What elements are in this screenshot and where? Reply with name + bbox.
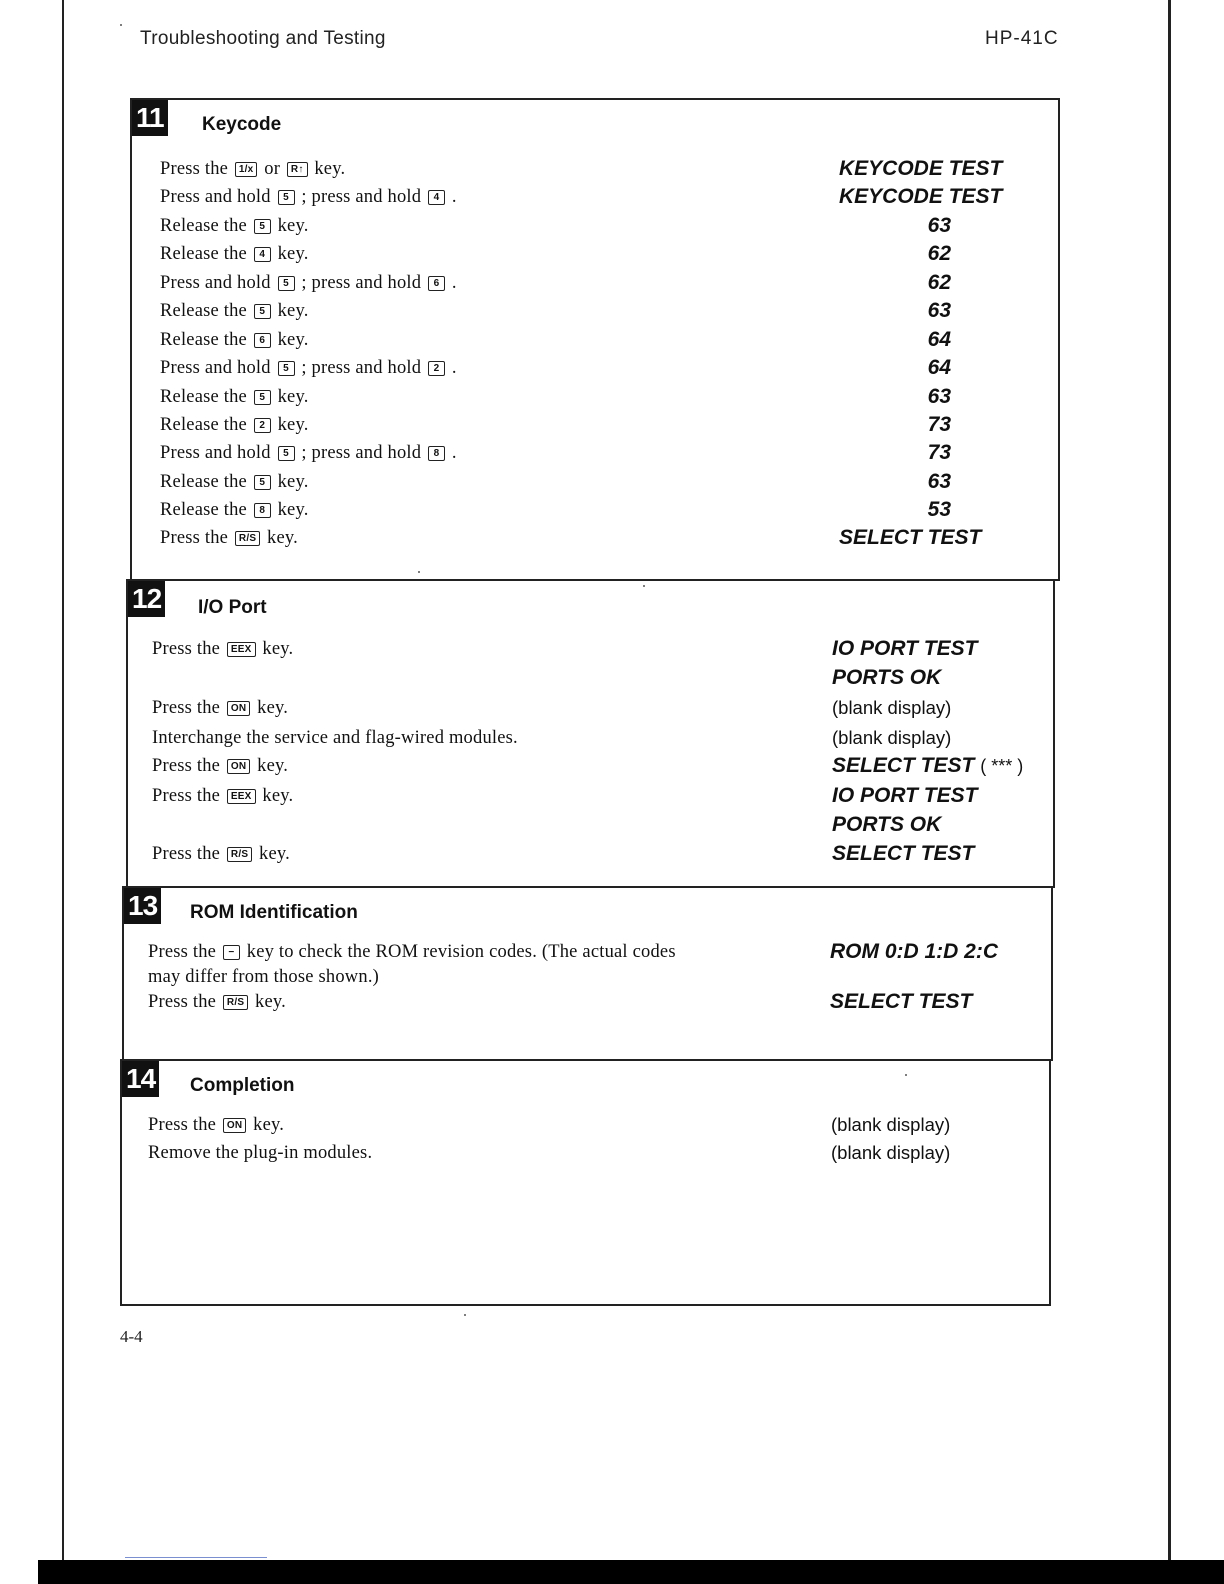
- step-row: [132, 299, 1058, 327]
- display-text: SELECT TEST: [839, 526, 982, 549]
- calculator-key: 5: [278, 276, 295, 291]
- instruction-text: Press the: [152, 639, 221, 659]
- instruction-text: Press the: [152, 698, 221, 718]
- calculator-key: R↑: [287, 162, 308, 177]
- calculator-key: 5: [254, 390, 271, 405]
- display-text: 62: [927, 242, 951, 265]
- calculator-key: 5: [254, 304, 271, 319]
- display-text: 64: [927, 356, 951, 379]
- step-row: [132, 441, 1058, 469]
- step-instruction: [148, 1113, 284, 1137]
- display-text: 62: [927, 271, 951, 294]
- step-instruction: [160, 271, 457, 295]
- scan-speck: [905, 1074, 907, 1076]
- step-row: [132, 385, 1058, 413]
- display-readout: [911, 498, 951, 522]
- instruction-text: ; press and hold: [301, 358, 422, 378]
- instruction-text: key.: [314, 159, 346, 179]
- instruction-text: Release the: [160, 472, 247, 492]
- step-instruction: [152, 726, 518, 750]
- display-text: 63: [927, 214, 951, 237]
- running-head-right: HP-41C: [985, 28, 1059, 49]
- calculator-key: R/S: [223, 995, 248, 1010]
- calculator-key: 5: [254, 475, 271, 490]
- calculator-key: 1/x: [235, 162, 258, 177]
- bottom-rule: [125, 1557, 267, 1558]
- step-instruction: [152, 754, 288, 778]
- step-instruction: [160, 356, 457, 380]
- step-instruction: [160, 214, 309, 238]
- step-row: [128, 784, 1053, 812]
- page-right-border: [1168, 0, 1171, 1570]
- running-head-left: Troubleshooting and Testing: [140, 28, 386, 49]
- page-bottom-border: [38, 1560, 1224, 1584]
- step-row: [128, 637, 1053, 665]
- step-row: [128, 754, 1053, 782]
- display-readout: [911, 441, 951, 465]
- display-readout: [911, 356, 951, 380]
- instruction-text: or: [264, 159, 281, 179]
- display-readout: [911, 242, 951, 266]
- display-readout: [832, 813, 941, 837]
- display-text: 63: [927, 470, 951, 493]
- step-instruction: [160, 441, 457, 465]
- instruction-text: Press the: [152, 786, 221, 806]
- display-text: PORTS OK: [832, 813, 942, 836]
- instruction-text: Release the: [160, 244, 247, 264]
- step-row: [132, 413, 1058, 441]
- display-text: 64: [927, 328, 951, 351]
- step-row: [124, 990, 1051, 1018]
- display-text: 63: [927, 385, 951, 408]
- calculator-key: 8: [428, 446, 445, 461]
- instruction-text: key.: [257, 756, 289, 776]
- section-title: ROM Identification: [190, 902, 358, 923]
- step-instruction: [148, 1141, 372, 1165]
- step-row: [132, 214, 1058, 242]
- display-readout: (blank display): [831, 1114, 951, 1135]
- instruction-text: Press the: [148, 992, 217, 1012]
- page-number: 4-4: [120, 1327, 143, 1346]
- calculator-key: ON: [223, 1118, 246, 1133]
- calculator-key: R/S: [235, 531, 260, 546]
- display-suffix: ( *** ): [980, 756, 1024, 776]
- instruction-text: ; press and hold: [301, 443, 422, 463]
- display-text: PORTS OK: [832, 666, 942, 689]
- step-instruction: [160, 413, 309, 437]
- calculator-key: 6: [254, 333, 271, 348]
- instruction-text: Press the: [152, 844, 221, 864]
- display-readout: [839, 157, 1002, 181]
- step-instruction: [148, 965, 379, 989]
- display-readout: [839, 526, 981, 550]
- instruction-text: Press and hold: [160, 187, 271, 207]
- step-row: [132, 242, 1058, 270]
- step-row: [132, 157, 1058, 185]
- section-number: 11: [132, 100, 168, 136]
- instruction-text: Press and hold: [160, 273, 271, 293]
- instruction-text: may differ from those shown.): [148, 967, 380, 987]
- section-number: 13: [124, 888, 161, 924]
- calculator-key: 5: [278, 361, 295, 376]
- instruction-text: Release the: [160, 330, 247, 350]
- instruction-text: key.: [257, 698, 289, 718]
- instruction-text: Press the: [148, 942, 217, 962]
- step-row: [128, 813, 1053, 841]
- step-row: [132, 498, 1058, 526]
- display-readout: [832, 754, 1023, 778]
- display-text: IO PORT TEST: [832, 784, 978, 807]
- calculator-key: 2: [254, 418, 271, 433]
- display-text: 53: [927, 498, 951, 521]
- display-text: SELECT TEST: [830, 990, 973, 1013]
- display-readout: [832, 842, 974, 866]
- section-completion: [120, 1059, 1051, 1306]
- instruction-text: key.: [253, 1115, 285, 1135]
- calculator-key: EEX: [227, 789, 256, 804]
- instruction-text: Press the: [160, 528, 229, 548]
- step-row: [132, 271, 1058, 299]
- step-instruction: [160, 299, 309, 323]
- instruction-text: key.: [277, 216, 309, 236]
- instruction-text: ; press and hold: [301, 273, 422, 293]
- instruction-text: .: [451, 443, 457, 463]
- section-rom-identification: [122, 886, 1053, 1061]
- instruction-text: Release the: [160, 301, 247, 321]
- section-io-port: [126, 579, 1055, 888]
- calculator-key: −: [223, 945, 240, 960]
- instruction-text: .: [451, 273, 457, 293]
- instruction-text: Press the: [160, 159, 229, 179]
- display-text: SELECT TEST: [832, 754, 975, 777]
- scan-speck: [418, 571, 420, 573]
- instruction-text: key.: [277, 500, 309, 520]
- step-instruction: [152, 696, 288, 720]
- step-row: [124, 940, 1051, 968]
- calculator-key: ON: [227, 701, 250, 716]
- step-instruction: [152, 784, 293, 808]
- instruction-text: Release the: [160, 387, 247, 407]
- calculator-key: 5: [278, 446, 295, 461]
- display-text: 63: [927, 299, 951, 322]
- step-row: [122, 1113, 1049, 1141]
- step-row: [128, 696, 1053, 724]
- step-row: [124, 965, 1051, 993]
- instruction-text: key.: [277, 301, 309, 321]
- display-readout: [911, 470, 951, 494]
- instruction-text: key.: [277, 330, 309, 350]
- calculator-key: R/S: [227, 847, 252, 862]
- instruction-text: key.: [255, 992, 286, 1012]
- instruction-text: .: [451, 187, 457, 207]
- instruction-text: Press and hold: [160, 443, 271, 463]
- instruction-text: Press the: [148, 1115, 217, 1135]
- display-readout: [911, 385, 951, 409]
- scan-speck: [464, 1314, 466, 1316]
- instruction-text: key.: [277, 415, 309, 435]
- calculator-key: 5: [278, 190, 295, 205]
- instruction-text: key.: [259, 844, 290, 864]
- step-instruction: [160, 385, 309, 409]
- display-text: IO PORT TEST: [832, 637, 978, 660]
- step-instruction: [148, 940, 676, 964]
- display-text: KEYCODE TEST: [839, 185, 1003, 208]
- instruction-text: key.: [262, 786, 294, 806]
- display-readout: [832, 666, 941, 690]
- calculator-key: 6: [428, 276, 445, 291]
- section-title: Keycode: [202, 114, 282, 135]
- step-row: [128, 726, 1053, 754]
- display-readout: [839, 185, 1002, 209]
- step-instruction: [160, 498, 309, 522]
- step-instruction: [160, 242, 309, 266]
- instruction-text: ; press and hold: [301, 187, 422, 207]
- display-readout: [911, 271, 951, 295]
- calculator-key: ON: [227, 759, 250, 774]
- instruction-text: key to check the ROM revision codes. (The actual codes: [246, 942, 676, 962]
- instruction-text: Release the: [160, 216, 247, 236]
- page-left-border: [62, 0, 64, 1560]
- instruction-text: key.: [267, 528, 298, 548]
- display-readout: [830, 940, 998, 964]
- step-row: [132, 185, 1058, 213]
- calculator-key: 4: [428, 190, 445, 205]
- display-text: ROM 0:D 1:D 2:C: [830, 940, 999, 963]
- step-instruction: [152, 842, 290, 866]
- step-instruction: [160, 526, 298, 550]
- instruction-text: key.: [277, 387, 309, 407]
- step-instruction: [160, 470, 309, 494]
- scan-speck: [120, 24, 122, 26]
- calculator-key: 4: [254, 247, 271, 262]
- instruction-text: .: [451, 358, 457, 378]
- display-readout: [911, 214, 951, 238]
- instruction-text: Press and hold: [160, 358, 271, 378]
- step-row: [128, 842, 1053, 870]
- display-readout: [911, 413, 951, 437]
- step-row: [132, 526, 1058, 554]
- instruction-text: Remove the plug-in modules.: [148, 1143, 373, 1163]
- instruction-text: key.: [277, 472, 309, 492]
- display-readout: (blank display): [831, 1142, 951, 1163]
- display-readout: [911, 328, 951, 352]
- instruction-text: Release the: [160, 500, 247, 520]
- instruction-text: Press the: [152, 756, 221, 776]
- scan-speck: [643, 585, 645, 587]
- step-instruction: [160, 157, 345, 181]
- step-row: [132, 328, 1058, 356]
- display-text: SELECT TEST: [832, 842, 975, 865]
- display-readout: [911, 299, 951, 323]
- calculator-key: 5: [254, 219, 271, 234]
- display-readout: (blank display): [832, 697, 952, 718]
- display-text: 73: [927, 413, 951, 436]
- calculator-key: 2: [428, 361, 445, 376]
- display-text: 73: [927, 441, 951, 464]
- display-text: KEYCODE TEST: [839, 157, 1003, 180]
- instruction-text: key.: [262, 639, 294, 659]
- step-instruction: [152, 637, 293, 661]
- step-instruction: [160, 328, 309, 352]
- section-keycode: [130, 98, 1060, 581]
- section-number: 12: [128, 581, 165, 617]
- instruction-text: Interchange the service and flag-wired modules.: [152, 728, 518, 748]
- step-row: [122, 1141, 1049, 1169]
- step-instruction: [160, 185, 457, 209]
- display-readout: (blank display): [832, 727, 952, 748]
- step-row: [128, 666, 1053, 694]
- calculator-key: 8: [254, 503, 271, 518]
- section-title: Completion: [190, 1075, 295, 1096]
- display-readout: [830, 990, 972, 1014]
- display-readout: [832, 637, 977, 661]
- step-row: [132, 356, 1058, 384]
- instruction-text: key.: [277, 244, 309, 264]
- calculator-key: EEX: [227, 642, 256, 657]
- instruction-text: Release the: [160, 415, 247, 435]
- step-row: [132, 470, 1058, 498]
- section-number: 14: [122, 1061, 159, 1097]
- step-instruction: [148, 990, 286, 1014]
- section-title: I/O Port: [198, 597, 267, 618]
- display-readout: [832, 784, 977, 808]
